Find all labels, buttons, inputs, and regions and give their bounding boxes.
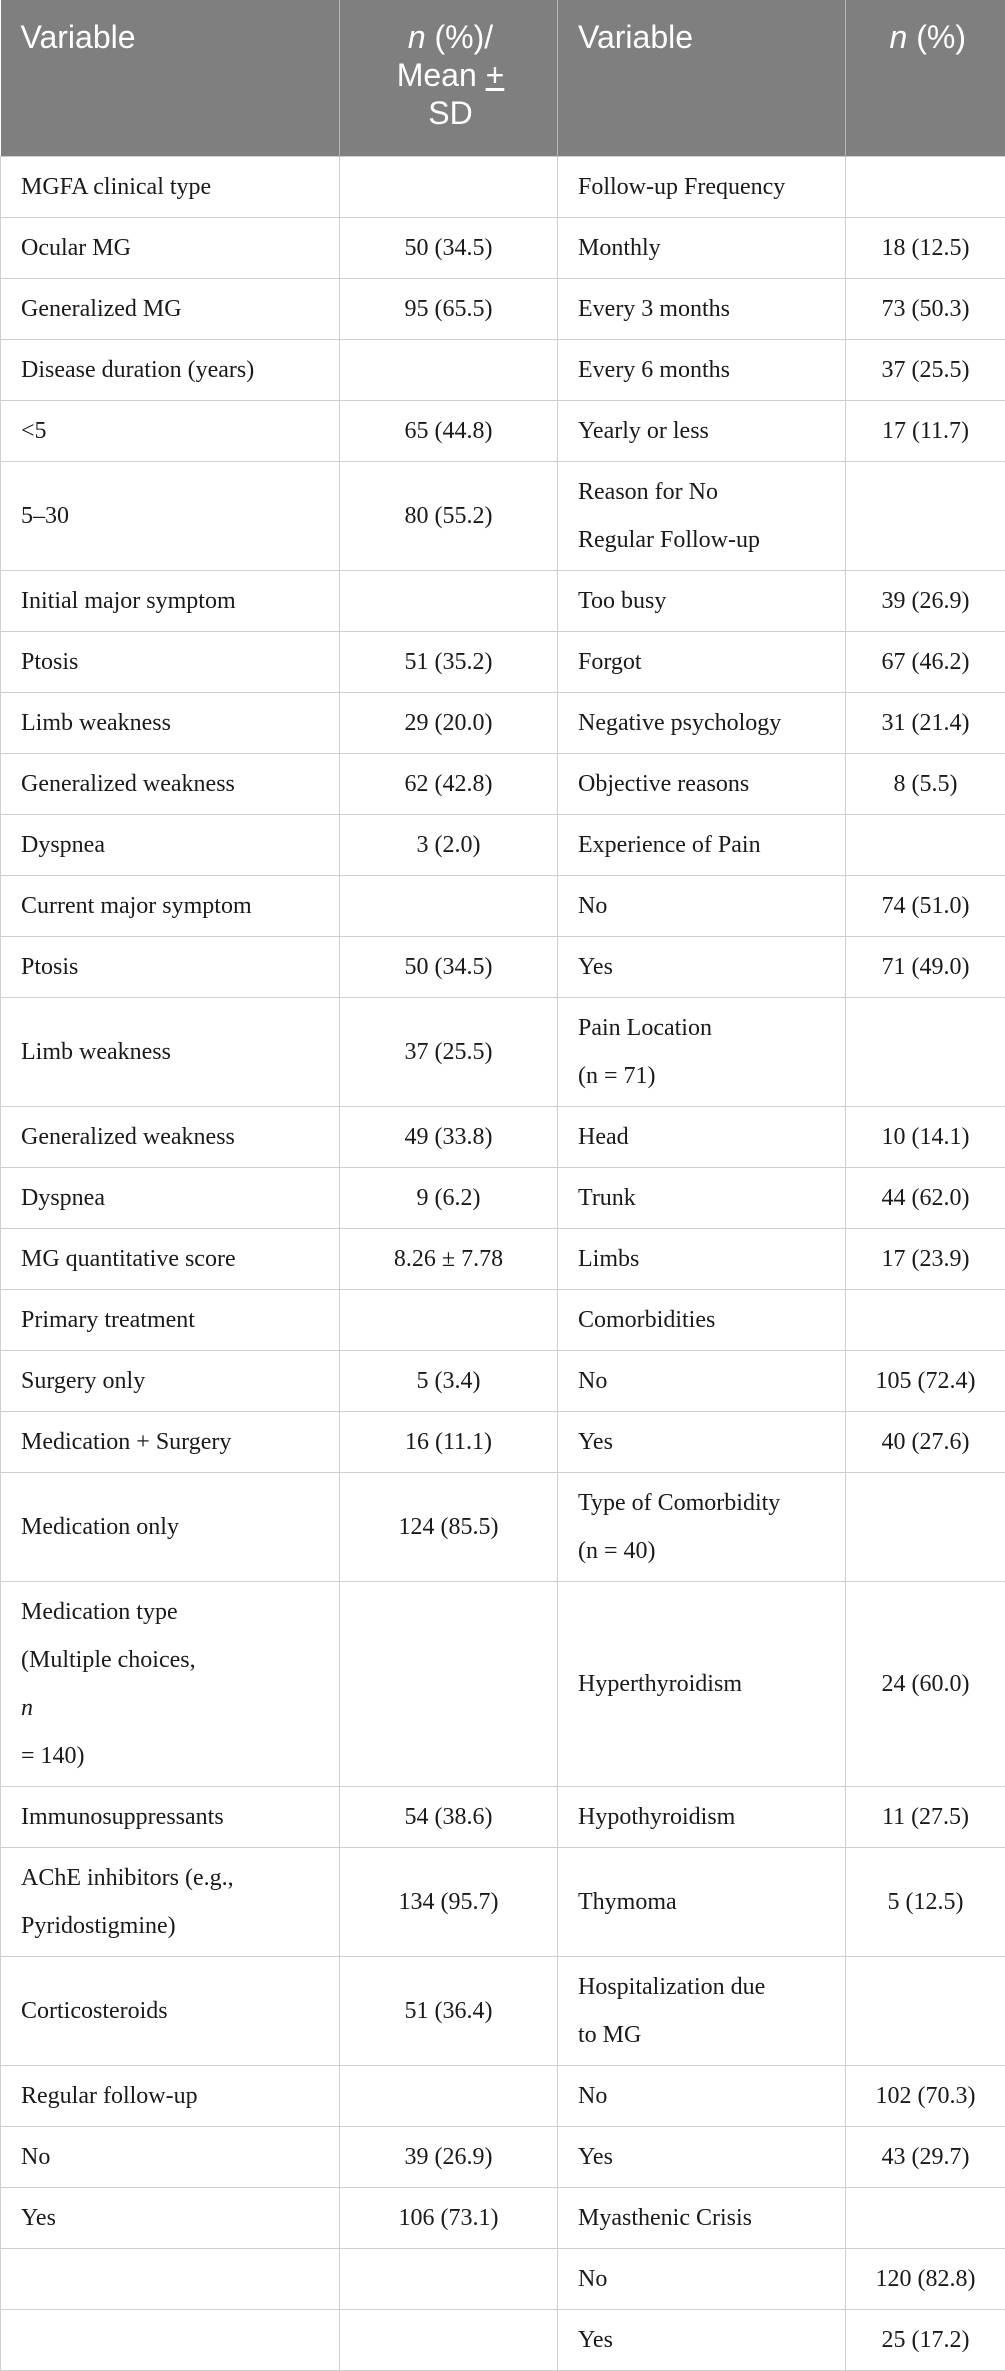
cell-variable: Trunk: [558, 1167, 846, 1228]
table-row: [1, 400, 1005, 461]
table-row: [1, 1167, 1005, 1228]
cell-variable: Thymoma: [558, 1847, 846, 1956]
table-row: [1, 278, 1005, 339]
cell-variable: [1, 2248, 340, 2309]
table-row: [1, 1350, 1005, 1411]
cell-variable: No: [558, 2248, 846, 2309]
table-row: [1, 875, 1005, 936]
cell-line: Hospitalization due: [578, 1963, 825, 2011]
cell-variable: Immunosuppressants: [1, 1786, 340, 1847]
cell-value: 11 (27.5): [846, 1786, 1005, 1847]
cell-variable: Yes: [558, 2126, 846, 2187]
table-row: [1, 1106, 1005, 1167]
cell-variable: [1, 1581, 340, 1786]
cell-value: [340, 875, 558, 936]
cell-variable: Hypothyroidism: [558, 1786, 846, 1847]
cell-value: 44 (62.0): [846, 1167, 1005, 1228]
cell-variable: 5–30: [1, 461, 340, 570]
cell-value: [846, 2187, 1005, 2248]
cell-variable: Limb weakness: [1, 997, 340, 1106]
cell-variable: [558, 1956, 846, 2065]
header-plus-minus: +: [486, 57, 505, 93]
cell-line: (n = 71): [578, 1052, 825, 1100]
cell-line-rest: = 140): [21, 1732, 319, 1780]
cell-variable: Medication + Surgery: [1, 1411, 340, 1472]
cell-variable: Dyspnea: [1, 1167, 340, 1228]
table-row: [1, 936, 1005, 997]
table-row: [1, 753, 1005, 814]
table-row: [1, 2309, 1005, 2370]
table-row: [1, 1472, 1005, 1581]
cell-value: 5 (3.4): [340, 1350, 558, 1411]
header-n-mean-sd: [340, 0, 558, 156]
cell-variable: Medication only: [1, 1472, 340, 1581]
cell-value: 71 (49.0): [846, 936, 1005, 997]
cell-variable: No: [558, 2065, 846, 2126]
cell-value: 80 (55.2): [340, 461, 558, 570]
cell-value: [846, 1956, 1005, 2065]
cell-variable: Corticosteroids: [1, 1956, 340, 2065]
cell-variable: No: [558, 875, 846, 936]
cell-variable: Every 3 months: [558, 278, 846, 339]
cell-line: Pyridostigmine): [21, 1902, 319, 1950]
header-mean: Mean: [397, 57, 486, 93]
cell-value: 106 (73.1): [340, 2187, 558, 2248]
cell-value: 95 (65.5): [340, 278, 558, 339]
header-row: [1, 0, 1005, 156]
cell-value: [846, 1472, 1005, 1581]
cell-value: [340, 570, 558, 631]
cell-value: 18 (12.5): [846, 217, 1005, 278]
cell-value: 37 (25.5): [340, 997, 558, 1106]
cell-variable: MG quantitative score: [1, 1228, 340, 1289]
header-n-italic-2: n: [890, 19, 908, 55]
cell-variable: No: [1, 2126, 340, 2187]
cell-variable: Generalized weakness: [1, 1106, 340, 1167]
cell-value: [846, 1289, 1005, 1350]
cell-value: [340, 1581, 558, 1786]
cell-line: [21, 1684, 319, 1780]
cell-variable: [558, 1472, 846, 1581]
cell-value: [846, 156, 1005, 217]
table-row: [1, 1847, 1005, 1956]
cell-variable: Ptosis: [1, 631, 340, 692]
cell-variable: Generalized weakness: [1, 753, 340, 814]
table-row: [1, 217, 1005, 278]
cell-value: [846, 461, 1005, 570]
table-row: [1, 2248, 1005, 2309]
cell-variable: Generalized MG: [1, 278, 340, 339]
cell-variable: [1, 2309, 340, 2370]
table-row: [1, 570, 1005, 631]
cell-value: 16 (11.1): [340, 1411, 558, 1472]
header-n-italic: n: [408, 19, 426, 55]
cell-variable: Head: [558, 1106, 846, 1167]
cell-value: 105 (72.4): [846, 1350, 1005, 1411]
cell-value: 9 (6.2): [340, 1167, 558, 1228]
header-variable-2: Variable: [558, 0, 846, 156]
cell-variable: Monthly: [558, 217, 846, 278]
cell-variable: Limb weakness: [1, 692, 340, 753]
cell-variable: Every 6 months: [558, 339, 846, 400]
table-row: [1, 997, 1005, 1106]
cell-value: 17 (23.9): [846, 1228, 1005, 1289]
header-sd: SD: [428, 95, 472, 131]
table-row: [1, 1228, 1005, 1289]
cell-value: [340, 2309, 558, 2370]
cell-value: 25 (17.2): [846, 2309, 1005, 2370]
cell-line: Medication type: [21, 1588, 319, 1636]
cell-variable: Hyperthyroidism: [558, 1581, 846, 1786]
cell-variable: Negative psychology: [558, 692, 846, 753]
cell-value: 73 (50.3): [846, 278, 1005, 339]
cell-line: (Multiple choices,: [21, 1636, 319, 1684]
cell-variable: Surgery only: [1, 1350, 340, 1411]
table-row: [1, 461, 1005, 570]
cell-line: Reason for No: [578, 468, 825, 516]
table-row: [1, 1289, 1005, 1350]
cell-variable: [558, 997, 846, 1106]
cell-value: 102 (70.3): [846, 2065, 1005, 2126]
cell-variable: Disease duration (years): [1, 339, 340, 400]
cell-value: [340, 2248, 558, 2309]
cell-n-italic: n: [21, 1684, 319, 1732]
cell-value: 31 (21.4): [846, 692, 1005, 753]
cell-value: 134 (95.7): [340, 1847, 558, 1956]
cell-line: Regular Follow-up: [578, 516, 825, 564]
cell-variable: Too busy: [558, 570, 846, 631]
cell-value: 39 (26.9): [846, 570, 1005, 631]
cell-variable: Objective reasons: [558, 753, 846, 814]
cell-value: 8.26 ± 7.78: [340, 1228, 558, 1289]
cell-value: 29 (20.0): [340, 692, 558, 753]
cell-variable: Initial major symptom: [1, 570, 340, 631]
cell-value: 50 (34.5): [340, 217, 558, 278]
cell-variable: Comorbidities: [558, 1289, 846, 1350]
cell-value: 8 (5.5): [846, 753, 1005, 814]
table-row: [1, 631, 1005, 692]
cell-variable: [1, 1847, 340, 1956]
cell-value: 51 (35.2): [340, 631, 558, 692]
table-row: [1, 1581, 1005, 1786]
cell-variable: No: [558, 1350, 846, 1411]
cell-variable: Current major symptom: [1, 875, 340, 936]
cell-variable: Yes: [558, 1411, 846, 1472]
cell-value: [340, 1289, 558, 1350]
cell-line: Pain Location: [578, 1004, 825, 1052]
cell-value: 43 (29.7): [846, 2126, 1005, 2187]
cell-variable: Myasthenic Crisis: [558, 2187, 846, 2248]
cell-value: 74 (51.0): [846, 875, 1005, 936]
cell-variable: Yes: [1, 2187, 340, 2248]
cell-variable: Yes: [558, 936, 846, 997]
header-variable-1: Variable: [1, 0, 340, 156]
cell-variable: <5: [1, 400, 340, 461]
cell-value: [340, 156, 558, 217]
table-row: [1, 2187, 1005, 2248]
cell-line: Type of Comorbidity: [578, 1479, 825, 1527]
header-percent-2: (%): [907, 19, 966, 55]
cell-variable: Regular follow-up: [1, 2065, 340, 2126]
cell-value: 40 (27.6): [846, 1411, 1005, 1472]
cell-variable: Dyspnea: [1, 814, 340, 875]
cell-variable: Yes: [558, 2309, 846, 2370]
table-row: [1, 1786, 1005, 1847]
cell-line: (n = 40): [578, 1527, 825, 1575]
table-row: [1, 2065, 1005, 2126]
cell-value: [340, 2065, 558, 2126]
cell-value: 17 (11.7): [846, 400, 1005, 461]
cell-variable: Follow-up Frequency: [558, 156, 846, 217]
cell-variable: MGFA clinical type: [1, 156, 340, 217]
cell-value: 65 (44.8): [340, 400, 558, 461]
cell-variable: Limbs: [558, 1228, 846, 1289]
cell-value: 10 (14.1): [846, 1106, 1005, 1167]
cell-variable: Ptosis: [1, 936, 340, 997]
cell-value: 24 (60.0): [846, 1581, 1005, 1786]
table-row: [1, 339, 1005, 400]
cell-value: 37 (25.5): [846, 339, 1005, 400]
cell-value: [340, 339, 558, 400]
cell-value: 50 (34.5): [340, 936, 558, 997]
table-row: [1, 156, 1005, 217]
header-percent: (%)/: [426, 19, 494, 55]
cell-value: 54 (38.6): [340, 1786, 558, 1847]
cell-value: 62 (42.8): [340, 753, 558, 814]
cell-variable: Ocular MG: [1, 217, 340, 278]
cell-value: 120 (82.8): [846, 2248, 1005, 2309]
cell-variable: Forgot: [558, 631, 846, 692]
table-row: [1, 1956, 1005, 2065]
header-n-percent: [846, 0, 1005, 156]
cell-variable: Experience of Pain: [558, 814, 846, 875]
cell-variable: [558, 461, 846, 570]
cell-value: 67 (46.2): [846, 631, 1005, 692]
cell-line: AChE inhibitors (e.g.,: [21, 1854, 319, 1902]
table-row: [1, 692, 1005, 753]
cell-value: 49 (33.8): [340, 1106, 558, 1167]
cell-value: 51 (36.4): [340, 1956, 558, 2065]
cell-value: 39 (26.9): [340, 2126, 558, 2187]
cell-line: to MG: [578, 2011, 825, 2059]
cell-value: [846, 997, 1005, 1106]
cell-value: 124 (85.5): [340, 1472, 558, 1581]
cell-value: 5 (12.5): [846, 1847, 1005, 1956]
table-row: [1, 814, 1005, 875]
cell-value: [846, 814, 1005, 875]
table-row: [1, 2126, 1005, 2187]
cell-variable: Yearly or less: [558, 400, 846, 461]
cell-value: 3 (2.0): [340, 814, 558, 875]
table-row: [1, 1411, 1005, 1472]
cell-variable: Primary treatment: [1, 1289, 340, 1350]
